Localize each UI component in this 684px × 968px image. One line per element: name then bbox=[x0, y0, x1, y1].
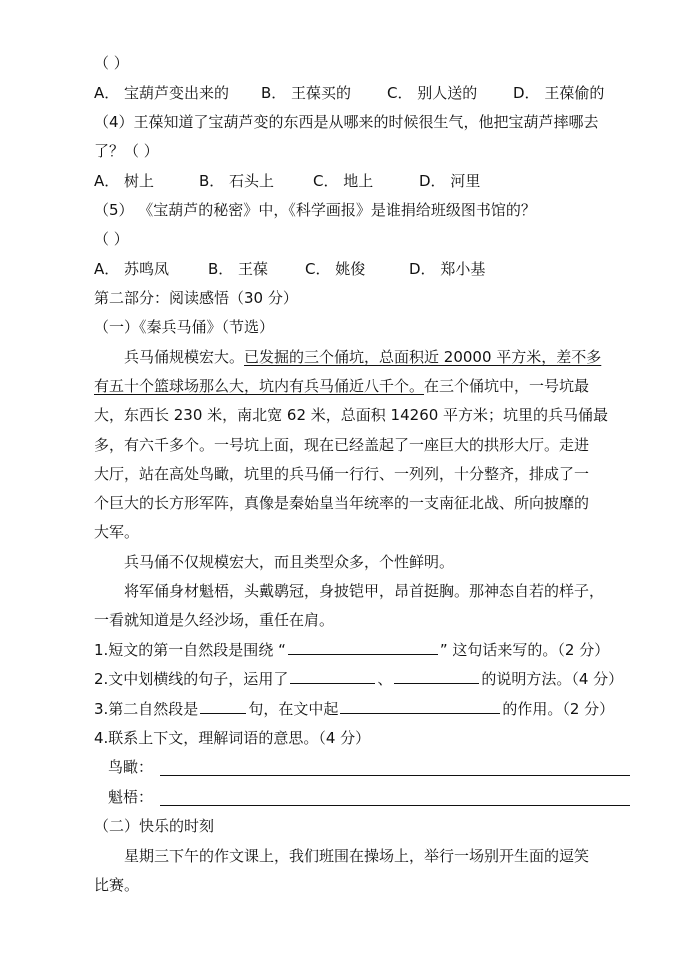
option-row bbox=[94, 258, 485, 280]
passage-line: 多，有六千多个。一号坑上面，现在已经盖起了一座巨大的拱形大厅。走进 bbox=[94, 436, 590, 454]
option-b: B． 石头上 bbox=[199, 172, 275, 190]
passage-line: 一看就知道是久经沙场，重任在肩。 bbox=[94, 611, 335, 629]
answer-blank[interactable] bbox=[290, 669, 375, 684]
question-paren: （ ） bbox=[94, 230, 129, 248]
passage-line bbox=[124, 346, 601, 368]
option-d: D． 王葆偷的 bbox=[513, 84, 605, 102]
passage-line: 大军。 bbox=[94, 523, 140, 541]
question-text: 的说明方法。（4 分） bbox=[481, 670, 624, 688]
option-b: B． 王葆买的 bbox=[261, 84, 352, 102]
passage-line: 兵马俑不仅规模宏大，而且类型众多，个性鲜明。 bbox=[124, 553, 455, 571]
answer-blank[interactable] bbox=[288, 640, 438, 655]
word-label: 魁梧： bbox=[108, 788, 154, 806]
subsection-title: （一）《秦兵马俑》（节选） bbox=[94, 318, 275, 336]
option-d: D． 郑小基 bbox=[409, 260, 486, 278]
passage-line bbox=[94, 375, 589, 397]
question-text: 2.文中划横线的句子，运用了 bbox=[94, 670, 289, 688]
word-row-kuiwu bbox=[94, 786, 630, 808]
underlined-sentence: 已发掘的三个俑坑，总面积近 20000 平方米，差不多 bbox=[244, 348, 602, 366]
question-paren: （ ） bbox=[94, 54, 129, 72]
option-a: A． 宝葫芦变出来的 bbox=[94, 84, 230, 102]
question-text: 、 bbox=[377, 670, 393, 688]
question-text: 的作用。（2 分） bbox=[502, 700, 615, 718]
answer-blank[interactable] bbox=[200, 699, 246, 714]
underlined-sentence: 有五十个篮球场那么大，坑内有兵马俑近八千个。 bbox=[94, 377, 425, 395]
question-text: 1.短文的第一自然段是围绕 “ bbox=[94, 641, 286, 659]
question-text: ” 这句话来写的。（2 分） bbox=[439, 641, 610, 659]
option-row bbox=[94, 82, 604, 104]
section-heading: 第二部分：阅读感悟（30 分） bbox=[94, 289, 298, 307]
question-stem: （4）王葆知道了宝葫芦变的东西是从哪来的时候很生气，他把宝葫芦摔哪去 bbox=[94, 113, 599, 131]
question-stem: （5） 《宝葫芦的秘密》中，《科学画报》是谁捐给班级图书馆的？ bbox=[94, 201, 536, 219]
passage-line: 将军俑身材魁梧，头戴鹖冠，身披铠甲，昂首挺胸。那神态自若的样子， bbox=[124, 582, 605, 600]
question-text: 句，在文中起 bbox=[248, 700, 339, 718]
passage-line: 个巨大的长方形军阵，真像是秦始皇当年统率的一支南征北战、所向披靡的 bbox=[94, 494, 590, 512]
word-label: 鸟瞰： bbox=[108, 758, 154, 776]
passage-line: 比赛。 bbox=[94, 876, 140, 894]
option-c: C． 姚俊 bbox=[305, 260, 366, 278]
answer-blank[interactable] bbox=[340, 699, 500, 714]
question-text: 3.第二自然段是 bbox=[94, 700, 199, 718]
reading-question-4: 4.联系上下文，理解词语的意思。（4 分） bbox=[94, 729, 371, 747]
option-a: A． 苏鸣凤 bbox=[94, 260, 170, 278]
answer-line[interactable] bbox=[160, 805, 630, 806]
option-a: A． 树上 bbox=[94, 172, 155, 190]
passage-line: 星期三下午的作文课上，我们班围在操场上，举行一场别开生面的逗笑 bbox=[124, 847, 590, 865]
reading-question-2 bbox=[94, 668, 623, 690]
reading-question-1 bbox=[94, 639, 609, 661]
subsection-title: （二）快乐的时刻 bbox=[94, 817, 215, 835]
question-stem: 了？（ ） bbox=[94, 142, 159, 160]
option-row bbox=[94, 170, 480, 192]
passage-text: 在三个俑坑中，一号坑最 bbox=[424, 377, 590, 395]
option-c: C． 别人送的 bbox=[387, 84, 478, 102]
word-row-niaokan bbox=[94, 756, 630, 778]
reading-question-3 bbox=[94, 698, 614, 720]
passage-text: 兵马俑规模宏大。 bbox=[124, 348, 245, 366]
option-b: B． 王葆 bbox=[208, 260, 269, 278]
passage-line: 大厅，站在高处鸟瞰，坑里的兵马俑一行行、一列列，十分整齐，排成了一 bbox=[94, 465, 590, 483]
answer-blank[interactable] bbox=[394, 669, 479, 684]
passage-line: 大，东西长 230 米，南北宽 62 米，总面积 14260 平方米；坑里的兵马俑最 bbox=[94, 406, 609, 424]
option-c: C． 地上 bbox=[313, 172, 374, 190]
answer-line[interactable] bbox=[160, 775, 630, 776]
option-d: D． 河里 bbox=[419, 172, 481, 190]
